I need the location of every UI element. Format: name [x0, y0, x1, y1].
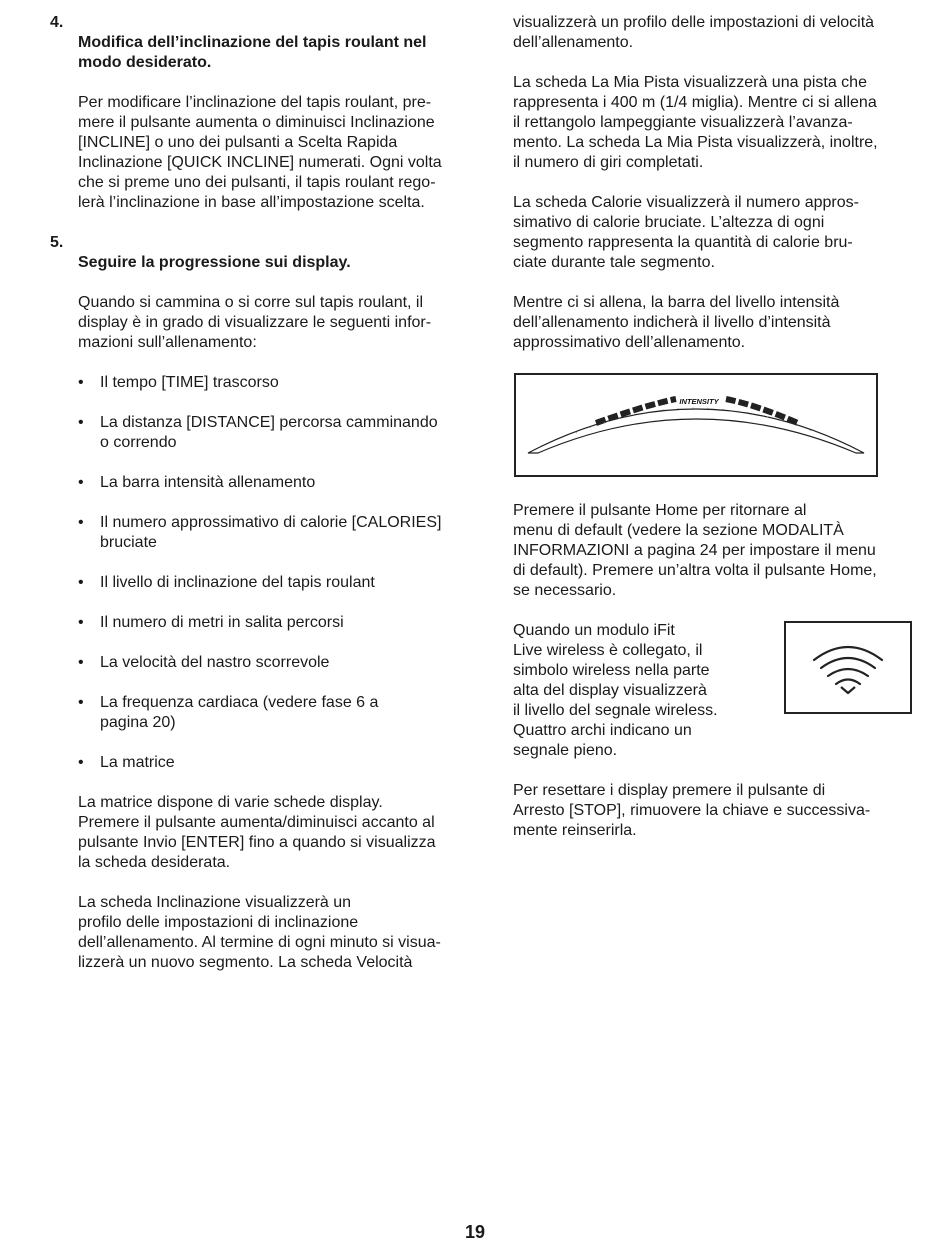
step-4-body: Per modificare l’inclinazione del tapis roulant, pre- mere il pulsante aumenta o diminuisci Inclinazione [INCLINE] o uno dei pulsanti a Scelta Rapida Inclinazione [QUICK INCLINE] numerati. Ogni volta che si preme uno dei pulsanti, il tapis roulant rego- lerà l’inclinazione in base all’impostazione scelta.: [78, 94, 442, 211]
list-item: • Il livello di inclinazione del tapis roulant: [78, 574, 375, 591]
display-info-list: [50, 373, 470, 773]
intensity-paragraph: Mentre ci si allena, la barra del livello intensità dell’allenamento indicherà il livello d’intensità approssimativo dell’allenamento.: [513, 294, 840, 351]
bullet-icon: •: [78, 614, 84, 631]
bullet-icon: •: [78, 474, 84, 491]
bullet-icon: •: [78, 514, 84, 531]
list-item: • La distanza [DISTANCE] percorsa camminando o correndo: [78, 414, 438, 451]
list-item: • Il numero di metri in salita percorsi: [78, 614, 344, 631]
speed-tab-continued: visualizzerà un profilo delle impostazioni di velocità dell’allenamento.: [513, 14, 875, 51]
page-number: 19: [464, 1222, 486, 1242]
incline-tab-paragraph: La scheda Inclinazione visualizzerà un profilo delle impostazioni di inclinazione dell’allenamento. Al termine di ogni minuto si visua- lizzerà un nuovo segmento. La scheda Velocità: [78, 894, 441, 971]
step-4-heading: [50, 13, 470, 73]
list-item: • La velocità del nastro scorrevole: [78, 654, 330, 671]
bullet-icon: •: [78, 414, 84, 431]
reset-paragraph: Per resettare i display premere il pulsante di Arresto [STOP], rimuovere la chiave e successiva- mente reinserirla.: [513, 782, 871, 839]
list-item: • Il numero approssimativo di calorie [CALORIES] bruciate: [78, 514, 442, 551]
my-track-paragraph: La scheda La Mia Pista visualizzerà una pista che rappresenta i 400 m (1/4 miglia). Mentre ci si allena il rettangolo lampeggiante visualizzerà l’avanza- mento. La scheda La Mia Pista visualizzerà, inoltre, il numero di giri completati.: [513, 74, 878, 171]
bullet-icon: •: [78, 754, 84, 771]
list-item: • La barra intensità allenamento: [78, 474, 316, 491]
home-paragraph: Premere il pulsante Home per ritornare al menu di default (vedere la sezione MODALITÀ INFORMAZIONI a pagina 24 per impostare il menu di default). Premere un’altra volta il pulsante Home, se necessario.: [513, 502, 877, 599]
step-5-intro: Quando si cammina o si corre sul tapis roulant, il display è in grado di visualizzare le seguenti infor- mazioni sull’allenamento:: [78, 294, 432, 351]
matrix-paragraph: La matrice dispone di varie schede display. Premere il pulsante aumenta/diminuisci accanto al pulsante Invio [ENTER] fino a quando si visualizza la scheda desiderata.: [78, 794, 436, 871]
step-4-number: 4.: [50, 14, 64, 31]
bullet-icon: •: [78, 574, 84, 591]
step-5-number: 5.: [50, 234, 64, 251]
wireless-symbol-frame: [784, 621, 912, 714]
intensity-arc-icon: [516, 375, 876, 475]
step-5-heading: [50, 233, 470, 273]
list-item: • Il tempo [TIME] trascorso: [78, 374, 279, 391]
calorie-tab-paragraph: La scheda Calorie visualizzerà il numero appros- simativo di calorie bruciate. L’altezza di ogni segmento rappresenta la quantità di calorie bru- ciate durante tale segmento.: [513, 194, 859, 271]
wireless-paragraph: Quando un modulo iFit Live wireless è collegato, il simbolo wireless nella parte alta del display visualizzerà il livello del segnale wireless. Quattro archi indicano un segnale pieno.: [513, 622, 718, 759]
intensity-label: INTENSITY: [679, 397, 719, 406]
bullet-icon: •: [78, 374, 84, 391]
list-item: • La frequenza cardiaca (vedere fase 6 a pagina 20): [78, 694, 379, 731]
right-column: [513, 13, 903, 861]
bullet-icon: •: [78, 654, 84, 671]
intensity-bar-illustration: [514, 373, 878, 477]
step-5-title: Seguire la progressione sui display.: [78, 254, 351, 271]
left-column: [50, 13, 470, 993]
list-item: • La matrice: [78, 754, 175, 771]
bullet-icon: •: [78, 694, 84, 711]
wifi-icon: [810, 640, 886, 696]
step-4-title: Modifica dell’inclinazione del tapis roulant nel modo desiderato.: [78, 34, 427, 71]
wireless-section: [513, 621, 903, 761]
